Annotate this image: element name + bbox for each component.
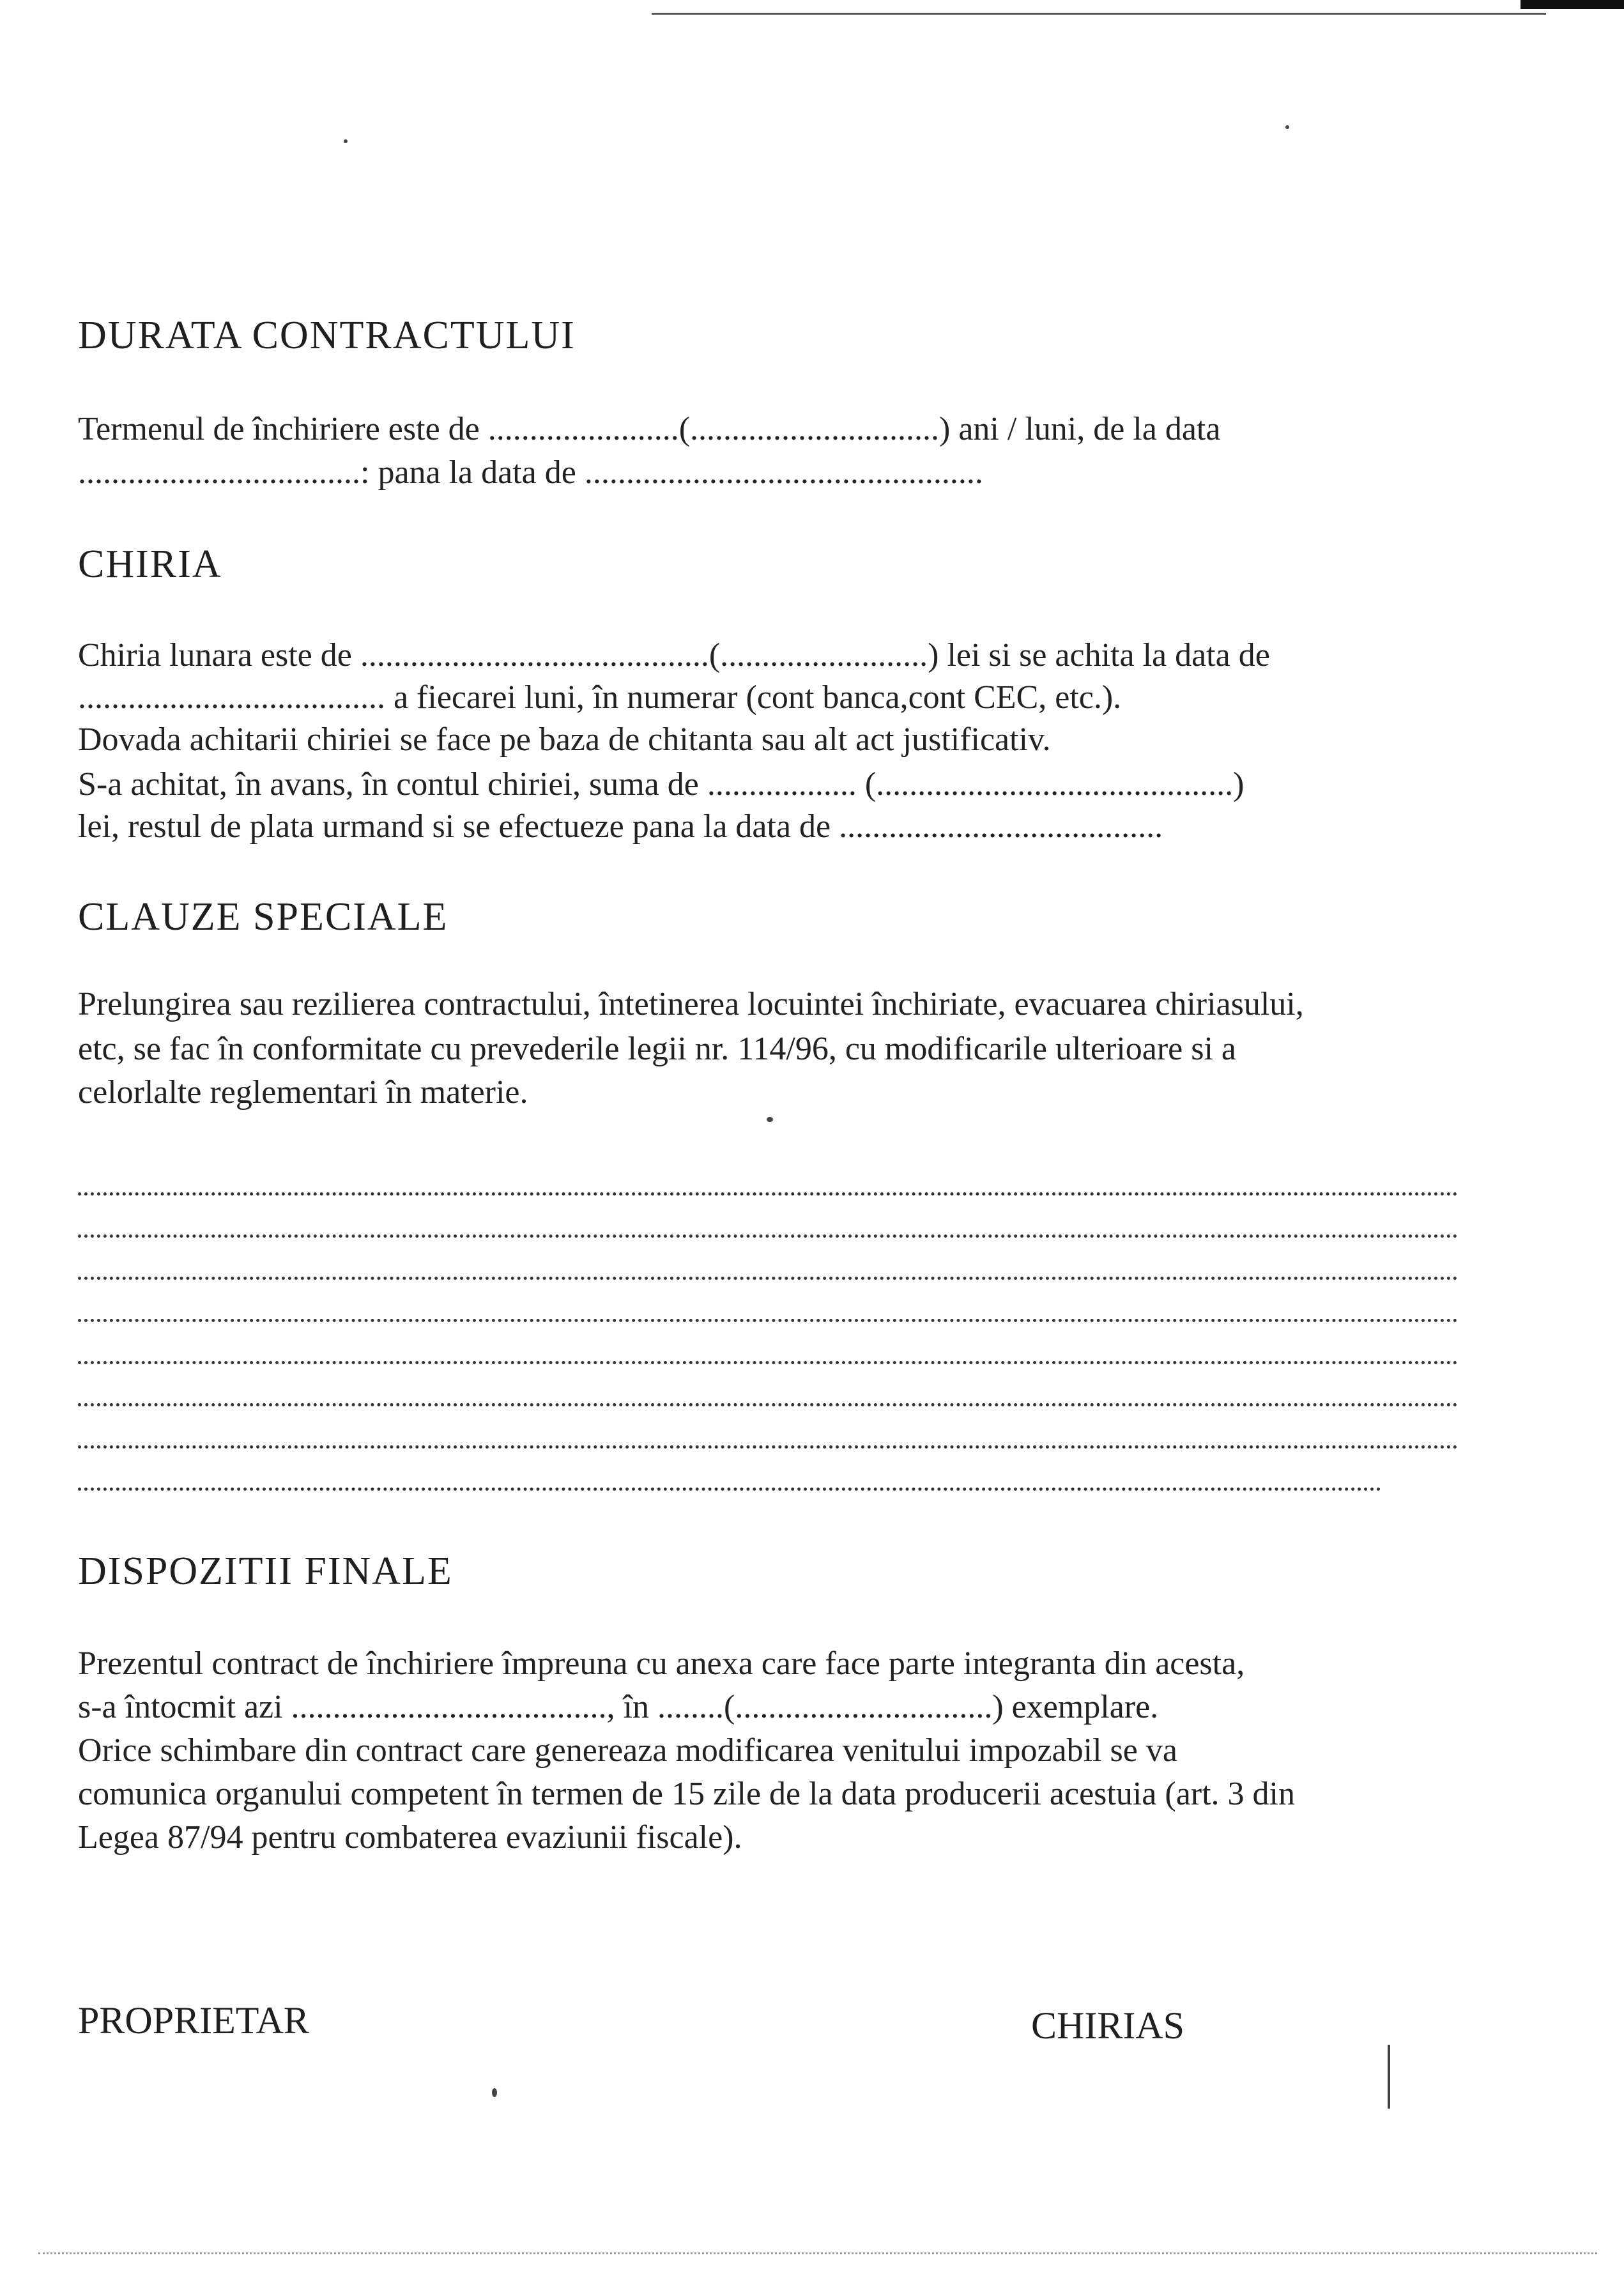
scan-speck — [492, 2088, 497, 2097]
scan-speck — [767, 1117, 773, 1122]
section-title-clauze: CLAUZE SPECIALE — [78, 895, 448, 939]
signature-label-tenant: CHIRIAS — [1031, 2004, 1185, 2047]
clauze-line-3: celorlalte reglementari în materie. — [78, 1074, 528, 1111]
fill-in-line — [78, 1192, 1458, 1196]
fill-in-line — [78, 1488, 1381, 1491]
dispozitii-line-1: Prezentul contract de închiriere împreuna cu anexa care face parte integranta din acesta, — [78, 1645, 1245, 1682]
dispozitii-line-4: comunica organului competent în termen de 15 zile de la data producerii acestuia (art. 3 din — [78, 1776, 1295, 1812]
fill-in-line — [78, 1277, 1458, 1280]
section-title-chiria: CHIRIA — [78, 542, 222, 586]
section-title-dispozitii: DISPOZITII FINALE — [78, 1550, 453, 1593]
scan-edge-line — [652, 13, 1546, 15]
fill-in-line — [78, 1403, 1458, 1406]
dispozitii-line-3: Orice schimbare din contract care genereaza modificarea venitului impozabil se va — [78, 1732, 1177, 1769]
scan-corner-mark — [1521, 0, 1624, 9]
section-title-durata: DURATA CONTRACTULUI — [78, 314, 576, 357]
scan-speck — [344, 139, 348, 143]
durata-line-2: ..................................: pana la data de ................................................ — [78, 454, 983, 491]
clauze-line-2: etc, se fac în conformitate cu prevederile legii nr. 114/96, cu modificarile ulterioare si a — [78, 1031, 1236, 1067]
scan-speck — [1388, 2045, 1390, 2109]
scan-bottom-edge — [38, 2252, 1597, 2254]
signature-label-owner: PROPRIETAR — [78, 1999, 309, 2042]
fill-in-line — [78, 1445, 1458, 1449]
chiria-line-4: S-a achitat, în avans, în contul chiriei, suma de .................. (...........................................) — [78, 766, 1245, 803]
chiria-line-5: lei, restul de plata urmand si se efectueze pana la data de ....................................... — [78, 808, 1163, 845]
scan-speck — [1285, 125, 1289, 129]
chiria-line-2: ..................................... a fiecarei luni, în numerar (cont banca,cont CEC, etc.). — [78, 679, 1122, 716]
chiria-line-1: Chiria lunara este de ..........................................(.........................) lei si se achita la data de — [78, 637, 1270, 673]
dispozitii-line-2: s-a întocmit azi ......................................, în ........(...............................) exemplare. — [78, 1689, 1159, 1725]
dispozitii-line-5: Legea 87/94 pentru combaterea evaziunii fiscale). — [78, 1819, 742, 1856]
fill-in-line — [78, 1234, 1458, 1238]
fill-in-line — [78, 1361, 1458, 1364]
chiria-line-3: Dovada achitarii chiriei se face pe baza de chitanta sau alt act justificativ. — [78, 721, 1051, 758]
durata-line-1: Termenul de închiriere este de .......................(..............................) ani / luni, de la data — [78, 411, 1221, 447]
clauze-line-1: Prelungirea sau rezilierea contractului, întetinerea locuintei închiriate, evacuarea chiriasului, — [78, 986, 1304, 1022]
fill-in-line — [78, 1319, 1458, 1322]
